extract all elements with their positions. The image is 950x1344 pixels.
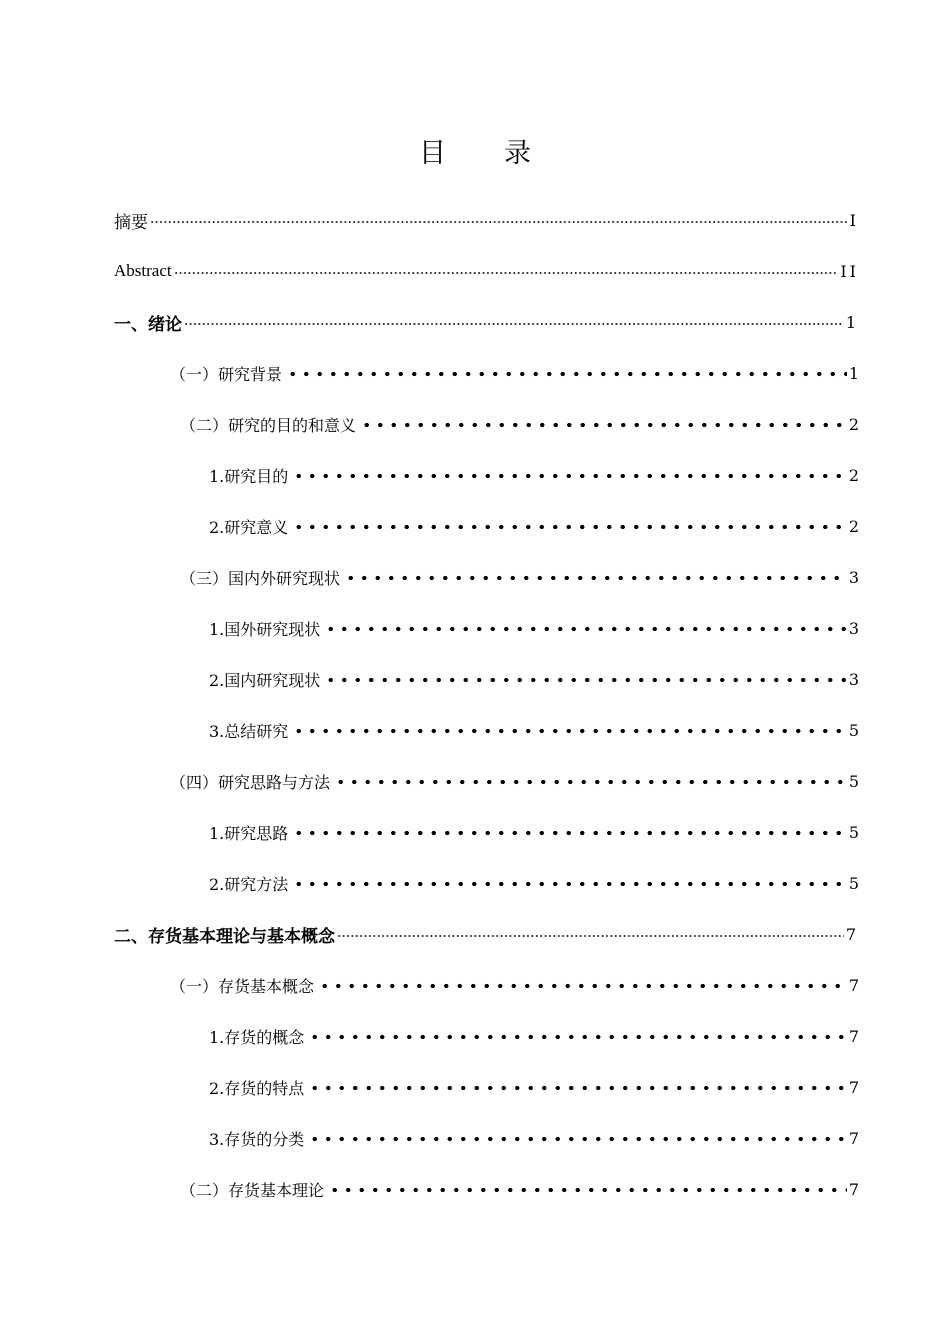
toc-entry-page: 3: [848, 567, 859, 587]
toc-entry-page: 5: [848, 720, 859, 740]
toc-entry-section-1-1[interactable]: [170, 352, 859, 394]
toc-entry-label: 2.国内研究现状: [209, 670, 321, 690]
toc-entry-page: 5: [848, 873, 859, 893]
toc-entry-section-2-2[interactable]: [180, 1168, 859, 1210]
dot-leader: [318, 983, 847, 989]
toc-entry-page: 7: [845, 924, 859, 944]
toc-entry-page: 3: [848, 669, 859, 689]
toc-entry-page: 7: [848, 1128, 859, 1148]
toc-entry-section-1-4[interactable]: [170, 760, 859, 802]
toc-entry-label: 2.存货的特点: [209, 1078, 305, 1098]
toc-entry-item-2-1-3[interactable]: [209, 1117, 859, 1159]
toc-entry-item-1-2-2[interactable]: [209, 505, 859, 547]
toc-entry-label: （一）研究背景: [170, 364, 283, 384]
toc-entry-label: Abstract: [114, 261, 172, 280]
toc-entry-abstract-cn[interactable]: [114, 199, 859, 241]
toc-entry-page: I: [849, 210, 859, 230]
toc-entry-page: 2: [848, 516, 859, 536]
toc-entry-label: 1.研究思路: [209, 823, 289, 843]
dot-leader: [334, 779, 847, 785]
dot-leader: [292, 830, 847, 836]
toc-entry-label: 摘要: [114, 212, 148, 233]
toc-entry-page: 7: [848, 1077, 859, 1097]
toc-entry-page: 3: [848, 618, 859, 638]
toc-entry-label: 二、存货基本理论与基本概念: [114, 926, 335, 946]
toc-entry-label: 1.研究目的: [209, 466, 289, 486]
page-title: [0, 134, 950, 174]
toc-entry-label: 2.研究意义: [209, 517, 289, 537]
dot-leader: [360, 422, 847, 428]
toc-entry-item-1-4-1[interactable]: [209, 811, 859, 853]
dot-leader: [308, 1085, 847, 1091]
toc-entry-item-2-1-2[interactable]: [209, 1066, 859, 1108]
toc-entry-chapter-1[interactable]: [114, 301, 859, 343]
toc-entry-chapter-2[interactable]: [114, 913, 859, 955]
dot-leader: [324, 677, 847, 683]
dot-leader: [286, 371, 847, 377]
dot-leader: [292, 524, 847, 530]
toc-entry-page: 2: [848, 465, 859, 485]
dot-leader: [292, 728, 847, 734]
toc-entry-label: 1.国外研究现状: [209, 619, 321, 639]
toc-entry-page: 5: [848, 771, 859, 791]
dot-leader: [292, 881, 847, 887]
toc-entry-page: 7: [848, 975, 859, 995]
dot-leader: [308, 1136, 847, 1142]
dot-leader: [328, 1187, 847, 1193]
toc-entry-label: 一、绪论: [114, 314, 182, 334]
toc-entry-page: 1: [848, 363, 859, 383]
dot-leader: [337, 935, 844, 937]
toc-entry-label: 2.研究方法: [209, 874, 289, 894]
toc-entry-section-2-1[interactable]: [170, 964, 859, 1006]
dot-leader: [174, 272, 839, 274]
toc-entry-label: 3.存货的分类: [209, 1129, 305, 1149]
toc-entry-label: （二）研究的目的和意义: [180, 415, 357, 435]
toc-entry-page: 7: [848, 1026, 859, 1046]
page-title-char-1: 目: [419, 138, 446, 169]
toc-entry-page: 5: [848, 822, 859, 842]
toc-entry-item-1-3-3[interactable]: [209, 709, 859, 751]
toc-entry-item-1-3-2[interactable]: [209, 658, 859, 700]
toc-entry-item-2-1-1[interactable]: [209, 1015, 859, 1057]
dot-leader: [292, 473, 847, 479]
page-title-char-2: 录: [504, 138, 531, 169]
toc-entry-item-1-3-1[interactable]: [209, 607, 859, 649]
toc-entry-item-1-2-1[interactable]: [209, 454, 859, 496]
dot-leader: [324, 626, 847, 632]
toc-entry-page: II: [840, 261, 859, 281]
toc-entry-label: 3.总结研究: [209, 721, 289, 741]
toc-entry-page: 1: [845, 312, 859, 332]
toc-entry-section-1-3[interactable]: [180, 556, 859, 598]
toc-entry-label: （三）国内外研究现状: [180, 568, 341, 588]
dot-leader: [150, 221, 848, 223]
toc-entry-page: 2: [848, 414, 859, 434]
toc-entry-page: 7: [848, 1179, 859, 1199]
toc-entry-abstract-en[interactable]: [114, 250, 859, 292]
toc-entry-label: （二）存货基本理论: [180, 1180, 325, 1200]
toc-entry-label: 1.存货的概念: [209, 1027, 305, 1047]
toc-entry-label: （四）研究思路与方法: [170, 772, 331, 792]
toc-entry-section-1-2[interactable]: [180, 403, 859, 445]
toc-entry-item-1-4-2[interactable]: [209, 862, 859, 904]
dot-leader: [184, 323, 844, 325]
toc-entry-label: （一）存货基本概念: [170, 976, 315, 996]
dot-leader: [344, 575, 847, 581]
dot-leader: [308, 1034, 847, 1040]
